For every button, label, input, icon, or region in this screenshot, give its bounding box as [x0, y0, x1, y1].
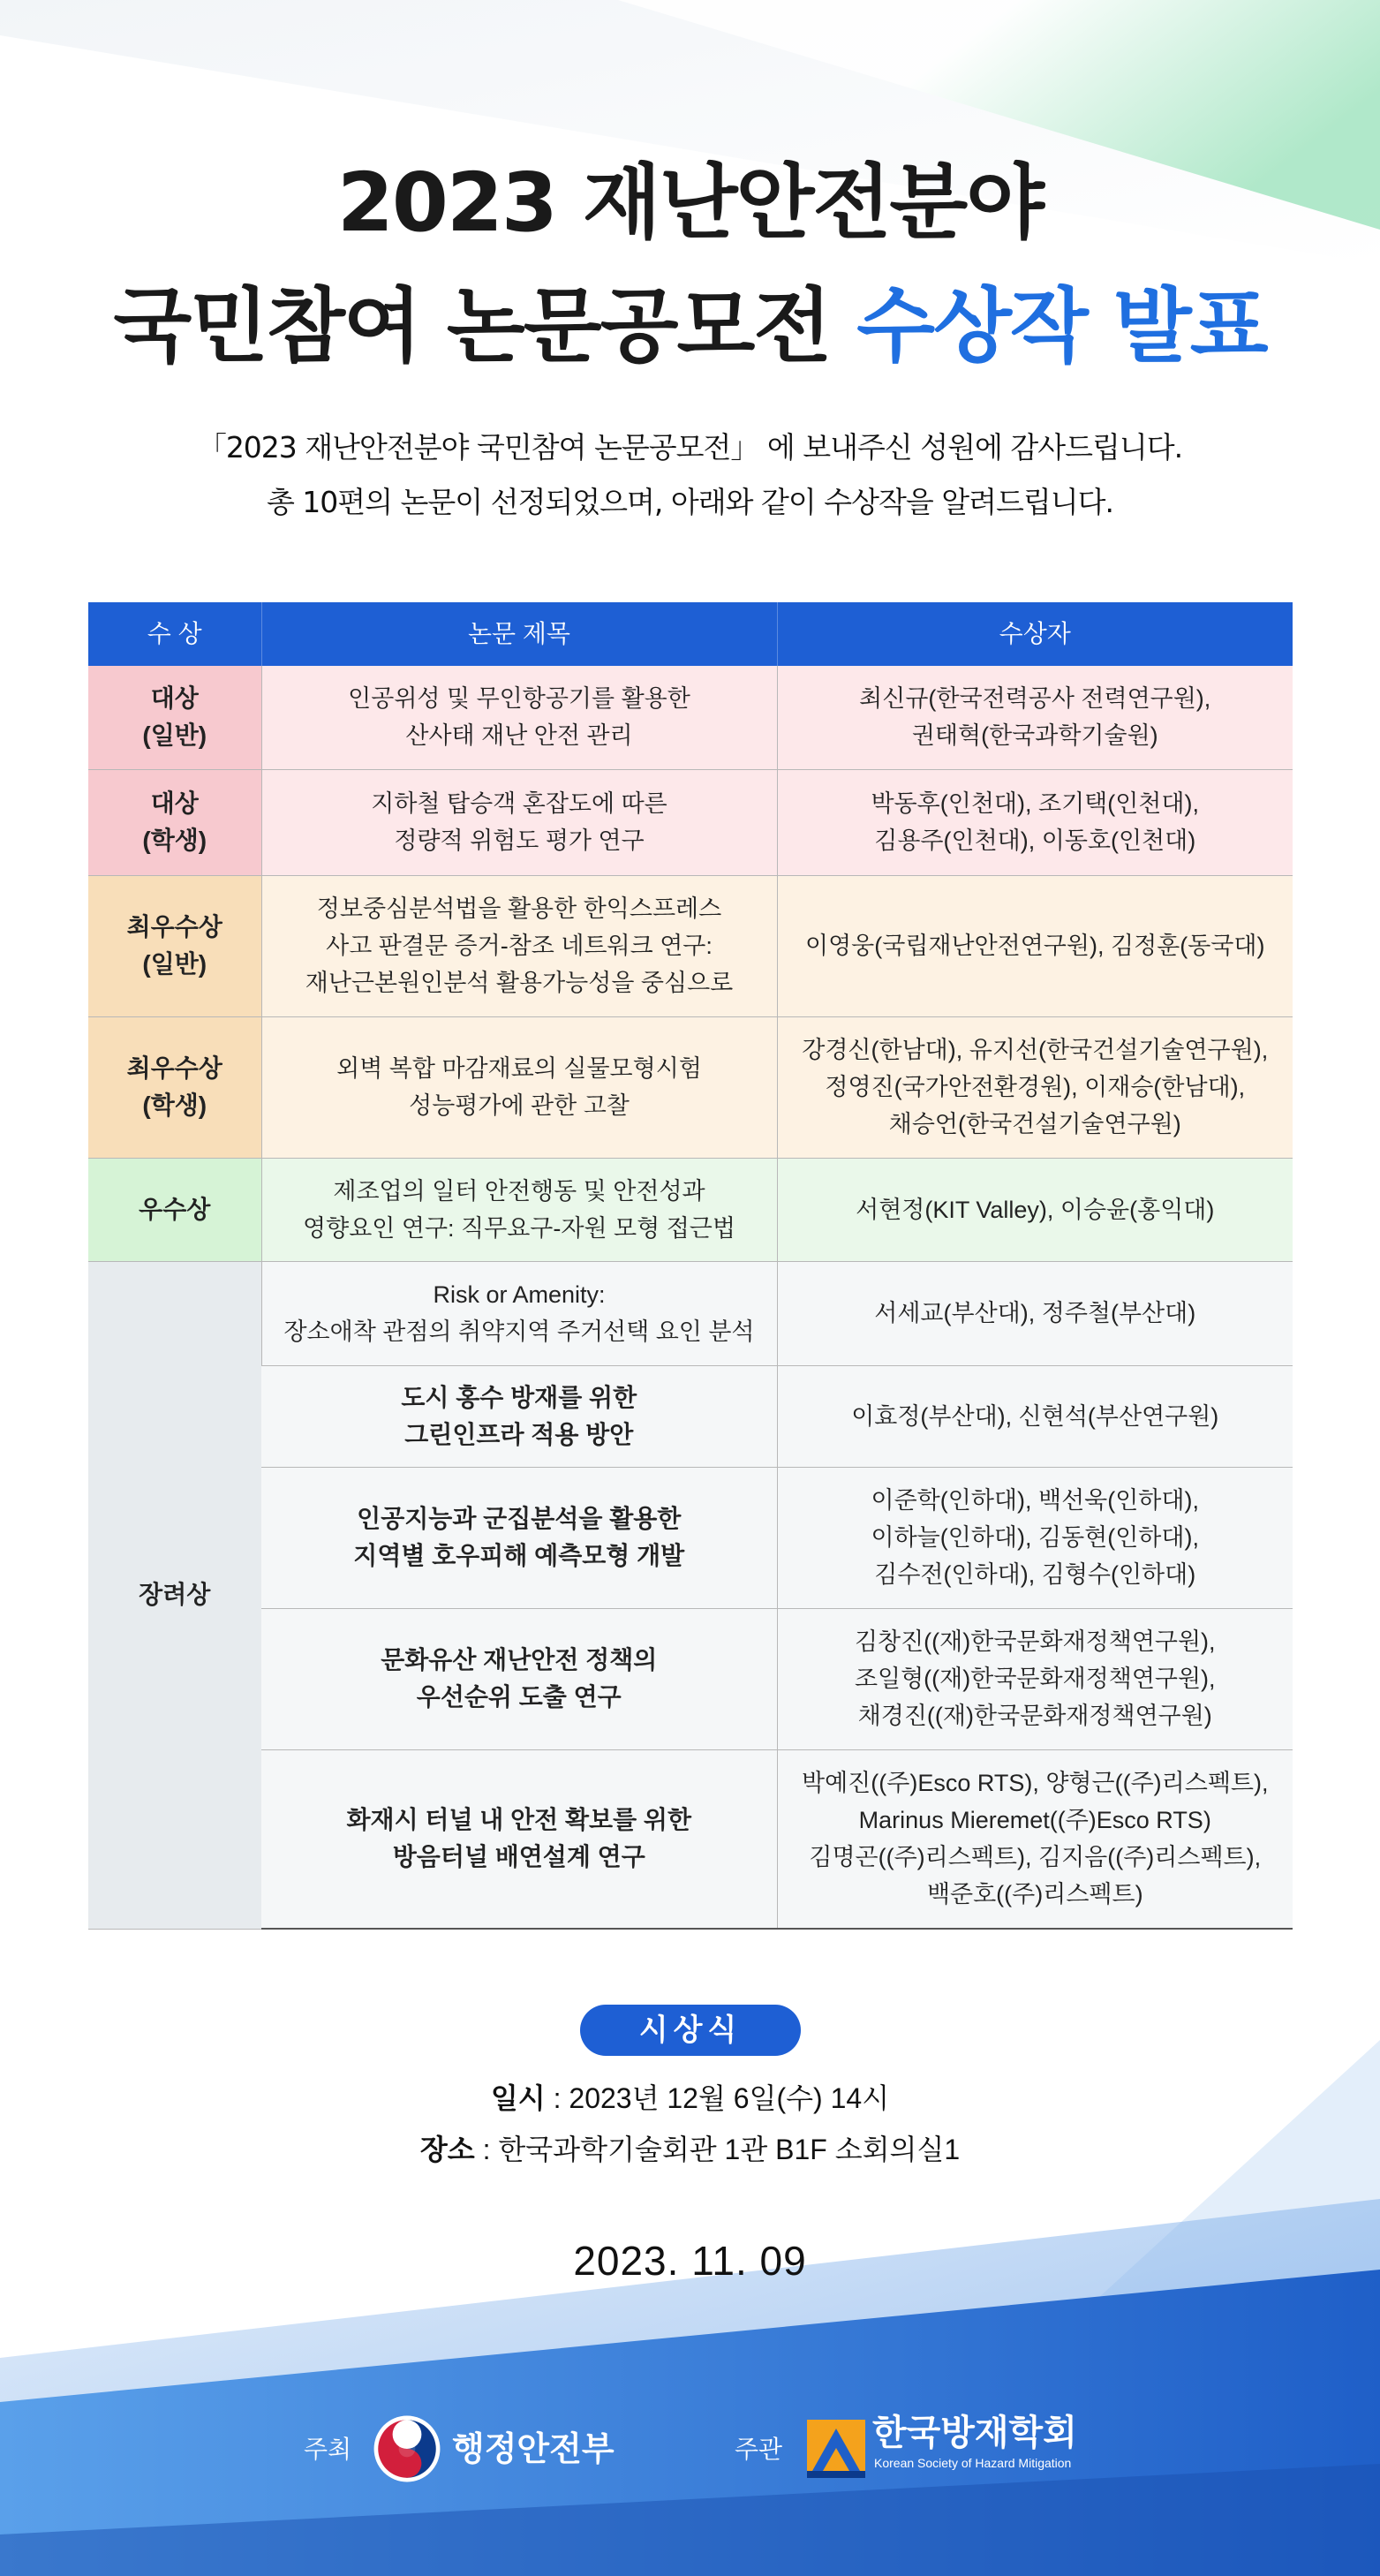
award-cell: 최우수상 (일반): [88, 875, 261, 1016]
title-cell: 화재시 터널 내 안전 확보를 위한 방음터널 배연설계 연구: [261, 1749, 777, 1929]
winners-cell: 이영웅(국립재난안전연구원), 김정훈(동국대): [777, 875, 1293, 1016]
intro-line-2: 총 10편의 논문이 선정되었으며, 아래와 같이 수상작을 알려드립니다.: [266, 485, 1114, 519]
award-cell: 최우수상 (학생): [88, 1016, 261, 1158]
award-cell: 대상 (일반): [88, 666, 261, 769]
title-cell: 문화유산 재난안전 정책의 우선순위 도출 연구: [261, 1608, 777, 1749]
table-header-row: [88, 602, 1293, 666]
winners-cell: 박동후(인천대), 조기택(인천대), 김용주(인천대), 이동호(인천대): [777, 769, 1293, 875]
title-line-1: 2023 재난안전분야: [336, 155, 1044, 250]
organizer-subtitle: Korean Society of Hazard Mitigation: [874, 2456, 1072, 2470]
title-cell: 제조업의 일터 안전행동 및 안전성과 영향요인 연구: 직무요구-자원 모형 접근법: [261, 1158, 777, 1261]
header-winners: 수상자: [777, 602, 1293, 666]
table-row: [88, 875, 1293, 1016]
winners-cell: 서세교(부산대), 정주철(부산대): [777, 1261, 1293, 1365]
table-row: [88, 1608, 1293, 1749]
table-row: [88, 769, 1293, 875]
table-row: [88, 1158, 1293, 1261]
datetime-key: 일시: [490, 2082, 546, 2114]
place-key: 장소: [419, 2134, 475, 2165]
title-line-2-main: 국민참여 논문공모전: [113, 279, 831, 374]
winners-cell: 서현정(KIT Valley), 이승윤(홍익대): [777, 1158, 1293, 1261]
winners-cell: 김창진((재)한국문화재정책연구원), 조일형((재)한국문화재정책연구원), 채경진((재)한국문화재정책연구원): [777, 1608, 1293, 1749]
intro-line-1: 「2023 재난안전분야 국민참여 논문공모전」 에 보내주신 성원에 감사드립니다.: [197, 430, 1183, 465]
winners-cell: 이준학(인하대), 백선욱(인하대), 이하늘(인하대), 김동현(인하대), 김수전(인하대), 김형수(인하대): [777, 1467, 1293, 1608]
datetime-value: : 2023년 12월 6일(수) 14시: [545, 2082, 890, 2114]
ceremony-badge: 시상식: [580, 2005, 801, 2056]
organizer-label: 주관: [735, 2436, 783, 2463]
ceremony-place: [0, 2130, 1380, 2169]
place-value: : 한국과학기술회관 1관 B1F 소회의실1: [474, 2134, 961, 2165]
winners-cell: 강경신(한남대), 유지선(한국건설기술연구원), 정영진(국가안전환경원), 이재승(한남대), 채승언(한국건설기술연구원): [777, 1016, 1293, 1158]
announcement-date: 2023. 11. 09: [573, 2238, 807, 2284]
table-row: [88, 666, 1293, 769]
title-cell: 도시 홍수 방재를 위한 그린인프라 적용 방안: [261, 1365, 777, 1467]
organizer-name: 한국방재학회: [872, 2414, 1077, 2452]
header-award: 수 상: [88, 602, 261, 666]
table-row: [88, 1261, 1293, 1365]
page-title: [0, 141, 1380, 389]
award-cell: 장려상: [88, 1261, 261, 1929]
title-cell: 인공위성 및 무인항공기를 활용한 산사태 재난 안전 관리: [261, 666, 777, 769]
winners-cell: 최신규(한국전력공사 전력연구원), 권태혁(한국과학기술원): [777, 666, 1293, 769]
intro-text: [0, 420, 1380, 530]
host-name: 행정안전부: [452, 2431, 615, 2468]
award-cell: 우수상: [88, 1158, 261, 1261]
ksm-logo-icon: [807, 2420, 865, 2478]
table-row: [88, 1467, 1293, 1608]
title-cell: 인공지능과 군집분석을 활용한 지역별 호우피해 예측모형 개발: [261, 1467, 777, 1608]
awards-table: [88, 602, 1293, 1930]
title-line-2-accent: 수상작 발표: [856, 279, 1267, 374]
title-cell: 정보중심분석법을 활용한 한익스프레스 사고 판결문 증거-참조 네트워크 연구: 재난근본원인분석 활용가능성을 중심으로: [261, 875, 777, 1016]
title-cell: 지하철 탑승객 혼잡도에 따른 정량적 위험도 평가 연구: [261, 769, 777, 875]
table-row: [88, 1365, 1293, 1467]
header-title: 논문 제목: [261, 602, 777, 666]
host-label: 주최: [304, 2436, 352, 2463]
table-row: [88, 1016, 1293, 1158]
ceremony-datetime: [0, 2079, 1380, 2118]
mois-emblem-icon: [373, 2414, 441, 2483]
winners-cell: 이효정(부산대), 신현석(부산연구원): [777, 1365, 1293, 1467]
winners-cell: 박예진((주)Esco RTS), 양형근((주)리스펙트), Marinus Mieremet((주)Esco RTS) 김명곤((주)리스펙트), 김지음((주)리스펙트), 백준호((주)리스펙트): [777, 1749, 1293, 1929]
table-row: [88, 1749, 1293, 1929]
title-line-2: [0, 265, 1380, 389]
title-cell: 외벽 복합 마감재료의 실물모형시험 성능평가에 관한 고찰: [261, 1016, 777, 1158]
award-cell: 대상 (학생): [88, 769, 261, 875]
title-cell: Risk or Amenity: 장소애착 관점의 취약지역 주거선택 요인 분석: [261, 1261, 777, 1365]
